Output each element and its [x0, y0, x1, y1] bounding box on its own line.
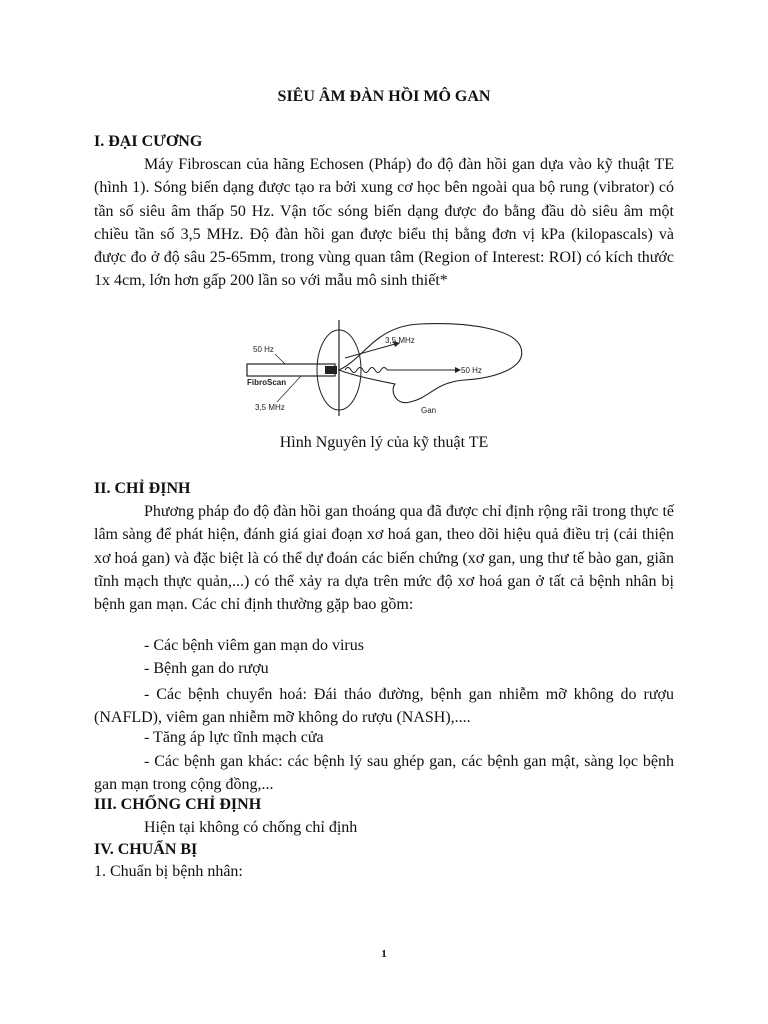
section-heading-preparation: IV. CHUẨN BỊ — [94, 841, 198, 858]
figure-caption: Hình Nguyên lý của kỹ thuật TE — [279, 434, 489, 451]
indication-item: - Tăng áp lực tĩnh mạch cửa — [144, 729, 324, 746]
section-heading-indications: II. CHỈ ĐỊNH — [94, 480, 191, 497]
overview-paragraph-text: Máy Fibroscan của hãng Echosen (Pháp) đo độ đàn hồi gan dựa vào kỹ thuật TE (hình 1). Sóng biến dạng được tạo ra bởi xung cơ học bên ngoài qua bộ rung (vibrator) có tần số siêu âm thấp 50 Hz. Vận tốc sóng biến dạng được đo bằng đầu dò siêu âm một chiều tần số 3,5 MHz. Độ đàn hồi gan được biểu thị bằng đơn vị kPa (kilopascals) và được đo ở độ sâu 25-65mm, trong vùng quan tâm (Region of Interest: ROI) có kích thước 1x 4cm, lớn hơn gấp 200 lần so với mẫu mô sinh thiết* — [94, 156, 674, 290]
section-heading-overview: I. ĐẠI CƯƠNG — [94, 133, 203, 150]
section-heading-contraindications: III. CHỐNG CHỈ ĐỊNH — [94, 796, 262, 813]
te-principle-diagram — [245, 318, 535, 418]
label-50hz-right: 50 Hz — [461, 366, 482, 375]
label-50hz: 50 Hz — [253, 345, 274, 354]
overview-paragraph — [94, 153, 674, 293]
indications-paragraph — [94, 500, 674, 616]
contraindications-text: Hiện tại không có chống chỉ định — [144, 819, 358, 836]
page-title: SIÊU ÂM ĐÀN HỒI MÔ GAN — [277, 88, 491, 105]
indication-item: - Bệnh gan do rượu — [144, 660, 269, 677]
liver-outline — [339, 324, 522, 403]
page-number: 1 — [381, 948, 387, 960]
label-liver: Gan — [421, 406, 437, 415]
indication-item: - Các bệnh gan khác: các bệnh lý sau ghép gan, các bệnh gan mật, sàng lọc bệnh gan mạn trong cộng đồng,... — [94, 753, 674, 794]
fibroscan-probe — [247, 364, 335, 376]
indication-item: - Các bệnh chuyển hoá: Đái tháo đường, bệnh gan nhiễm mỡ không do rượu (NAFLD), viêm gan nhiễm mỡ không do rượu (NASH),.... — [94, 686, 674, 727]
label-35mhz-bottom: 3,5 MHz — [255, 403, 285, 412]
preparation-subheading: 1. Chuẩn bị bệnh nhân: — [94, 863, 243, 880]
label-device: FibroScan — [247, 378, 287, 387]
indication-item: - Các bệnh viêm gan mạn do virus — [144, 637, 364, 654]
probe-tip — [325, 366, 337, 374]
wave-path — [345, 368, 387, 373]
indications-paragraph-text: Phương pháp đo độ đàn hồi gan thoáng qua đã được chỉ định rộng rãi trong thực tế lâm sàng để phát hiện, đánh giá giai đoạn xơ hoá gan, theo dõi hiệu quả điều trị (cải thiện xơ hoá gan) và đặc biệt là có thể dự đoán các biến chứng (xơ gan, ung thư tế bào gan, giãn tĩnh mạch thực quản,...) có thể xảy ra dựa trên mức độ xơ hoá gan ở tất cả bệnh nhân bị bệnh gan mạn. Các chỉ định thường gặp bao gồm: — [94, 503, 674, 614]
label-35mhz-top: 3,5 MHz — [385, 336, 415, 345]
